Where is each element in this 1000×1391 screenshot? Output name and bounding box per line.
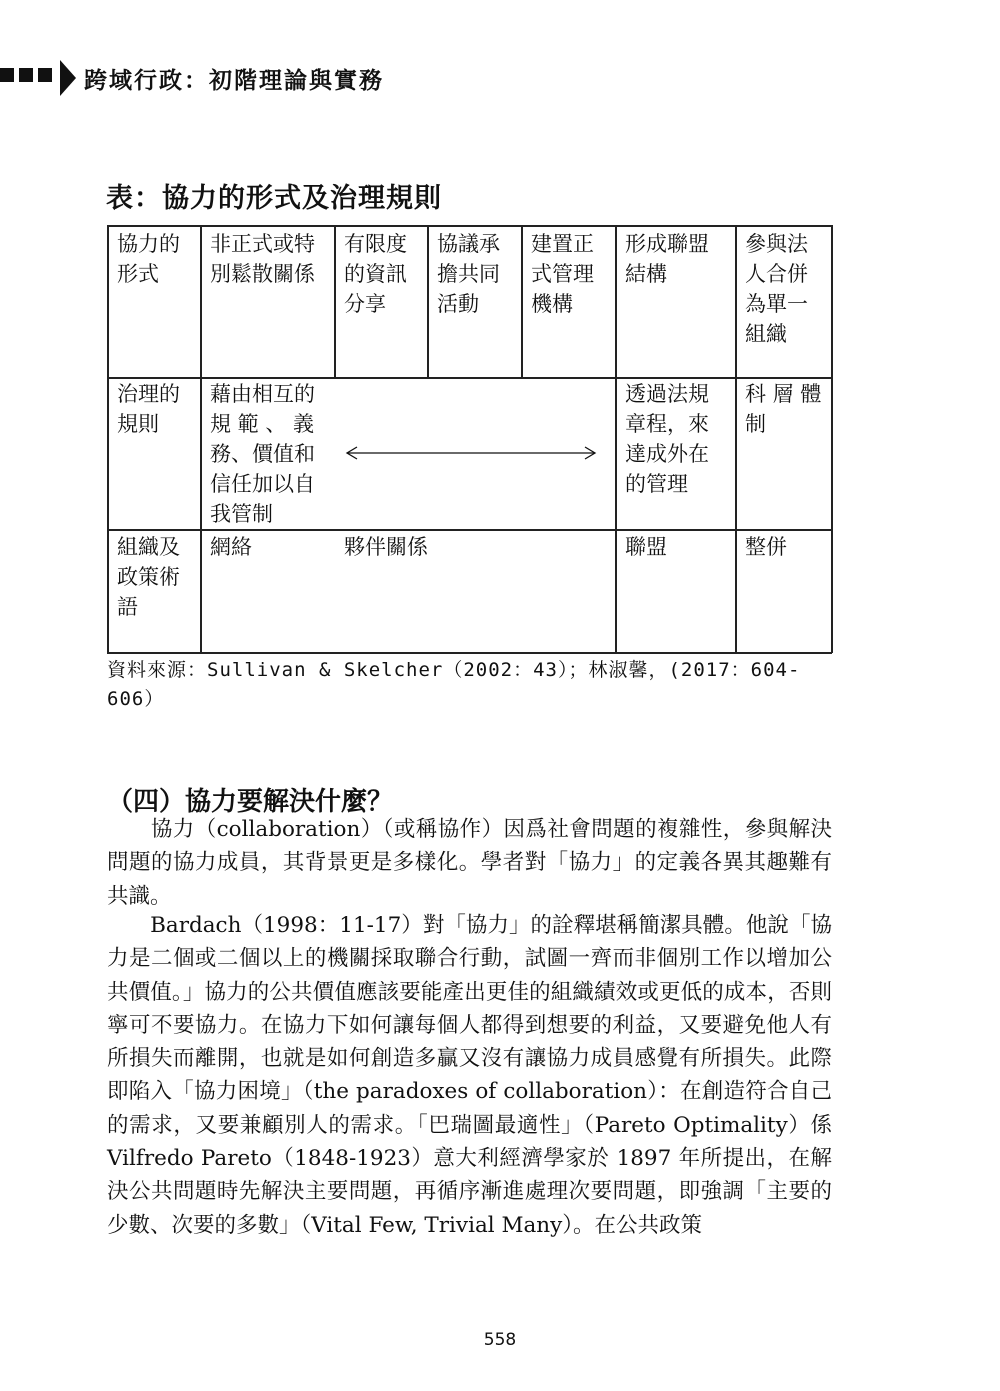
row-label-terms: 組織及 政策術 語 — [117, 535, 180, 619]
cell-informal-relations: 非正式或特 別鬆散關係 — [210, 232, 315, 286]
table-col-divider — [427, 225, 429, 378]
cell-limited-info-sharing: 有限度 的資訊 分享 — [344, 232, 407, 316]
cell-network: 網絡 — [210, 535, 252, 559]
governance-table — [107, 225, 832, 653]
cell-formal-management: 建置正 式管理 機構 — [531, 232, 594, 316]
cell-consolidation: 整併 — [745, 535, 787, 559]
table-source: 資料來源：Sullivan & Skelcher（2002：43）；林淑馨，(2017：604- 606） — [107, 659, 801, 710]
row-label-form: 協力的 形式 — [117, 232, 180, 286]
cell-hierarchy: 科 層 體 制 — [745, 382, 822, 436]
table-title: 表：協力的形式及治理規則 — [106, 183, 442, 214]
cell-partnership: 夥伴關係 — [344, 535, 428, 559]
paragraph: 協力（collaboration）（或稱協作）因爲社會問題的複雜性，參與解決問題的協力成員，其背景更是多樣化。學者對「協力」的定義各異其趣難有共識。 — [107, 817, 832, 909]
running-header — [0, 56, 1000, 100]
cell-alliance-structure: 形成聯盟 結構 — [625, 232, 709, 286]
table-col-divider — [735, 225, 737, 653]
table-border-top — [107, 225, 832, 227]
section-heading: （四）協力要解決什麼？ — [107, 787, 394, 817]
cell-alliance: 聯盟 — [625, 535, 667, 559]
table-col-divider — [200, 225, 202, 653]
cell-self-regulation: 藉由相互的 規 範 、 義 務、價值和 信任加以自 我管制 — [210, 382, 315, 526]
cell-merger: 參與法 人合併 為單一 組織 — [745, 232, 808, 346]
header-arrow-icon — [60, 60, 76, 96]
page-number: 558 — [483, 1330, 517, 1350]
table-border-bottom — [107, 652, 832, 654]
paragraph: Bardach（1998：11-17）對「協力」的詮釋堪稱簡潔具體。他說「協力是二個或二個以上的機關採取聯合行動，試圖一齊而非個別工作以增加公共價值。」協力的公共價值應該要能產出更佳的組織績效或更低的成本，否則寧可不要協力。在協力下如何讓每個人都得到想要的利益，又要避免他人有所損失而離開，也就是如何創造多贏又沒有讓協力成員感覺有所損失。此際即陷入「協力困境」（the paradoxes of collaboration）：在創造符合自己的需求，又要兼顧別人的需求。「巴瑞圖最適性」（Pareto Optimality）係 Vilfredo Pareto（1848-1923）意大利經濟學家於 1897 年所提出，在解決公共問題時先解決主要問題，再循序漸進處理次要問題，即強調「主要的少數、次要的多數」（Vital Few, Trivial Many）。在公共政策 — [107, 913, 832, 1238]
running-title: 跨域行政：初階理論與實務 — [84, 67, 384, 94]
cell-joint-activities: 協議承 擔共同 活動 — [437, 232, 500, 316]
table-border-left — [107, 225, 109, 653]
table-col-divider — [334, 225, 336, 378]
double-arrow — [345, 443, 597, 463]
header-square-marker — [0, 68, 14, 82]
table-row-divider — [107, 529, 832, 531]
table-border-right — [831, 225, 833, 653]
cell-external-management: 透過法規 章程，來 達成外在 的管理 — [625, 382, 709, 496]
header-square-marker — [19, 68, 33, 82]
row-label-governance: 治理的 規則 — [117, 382, 180, 436]
table-col-divider — [521, 225, 523, 378]
table-col-divider — [615, 225, 617, 653]
header-square-marker — [38, 68, 52, 82]
